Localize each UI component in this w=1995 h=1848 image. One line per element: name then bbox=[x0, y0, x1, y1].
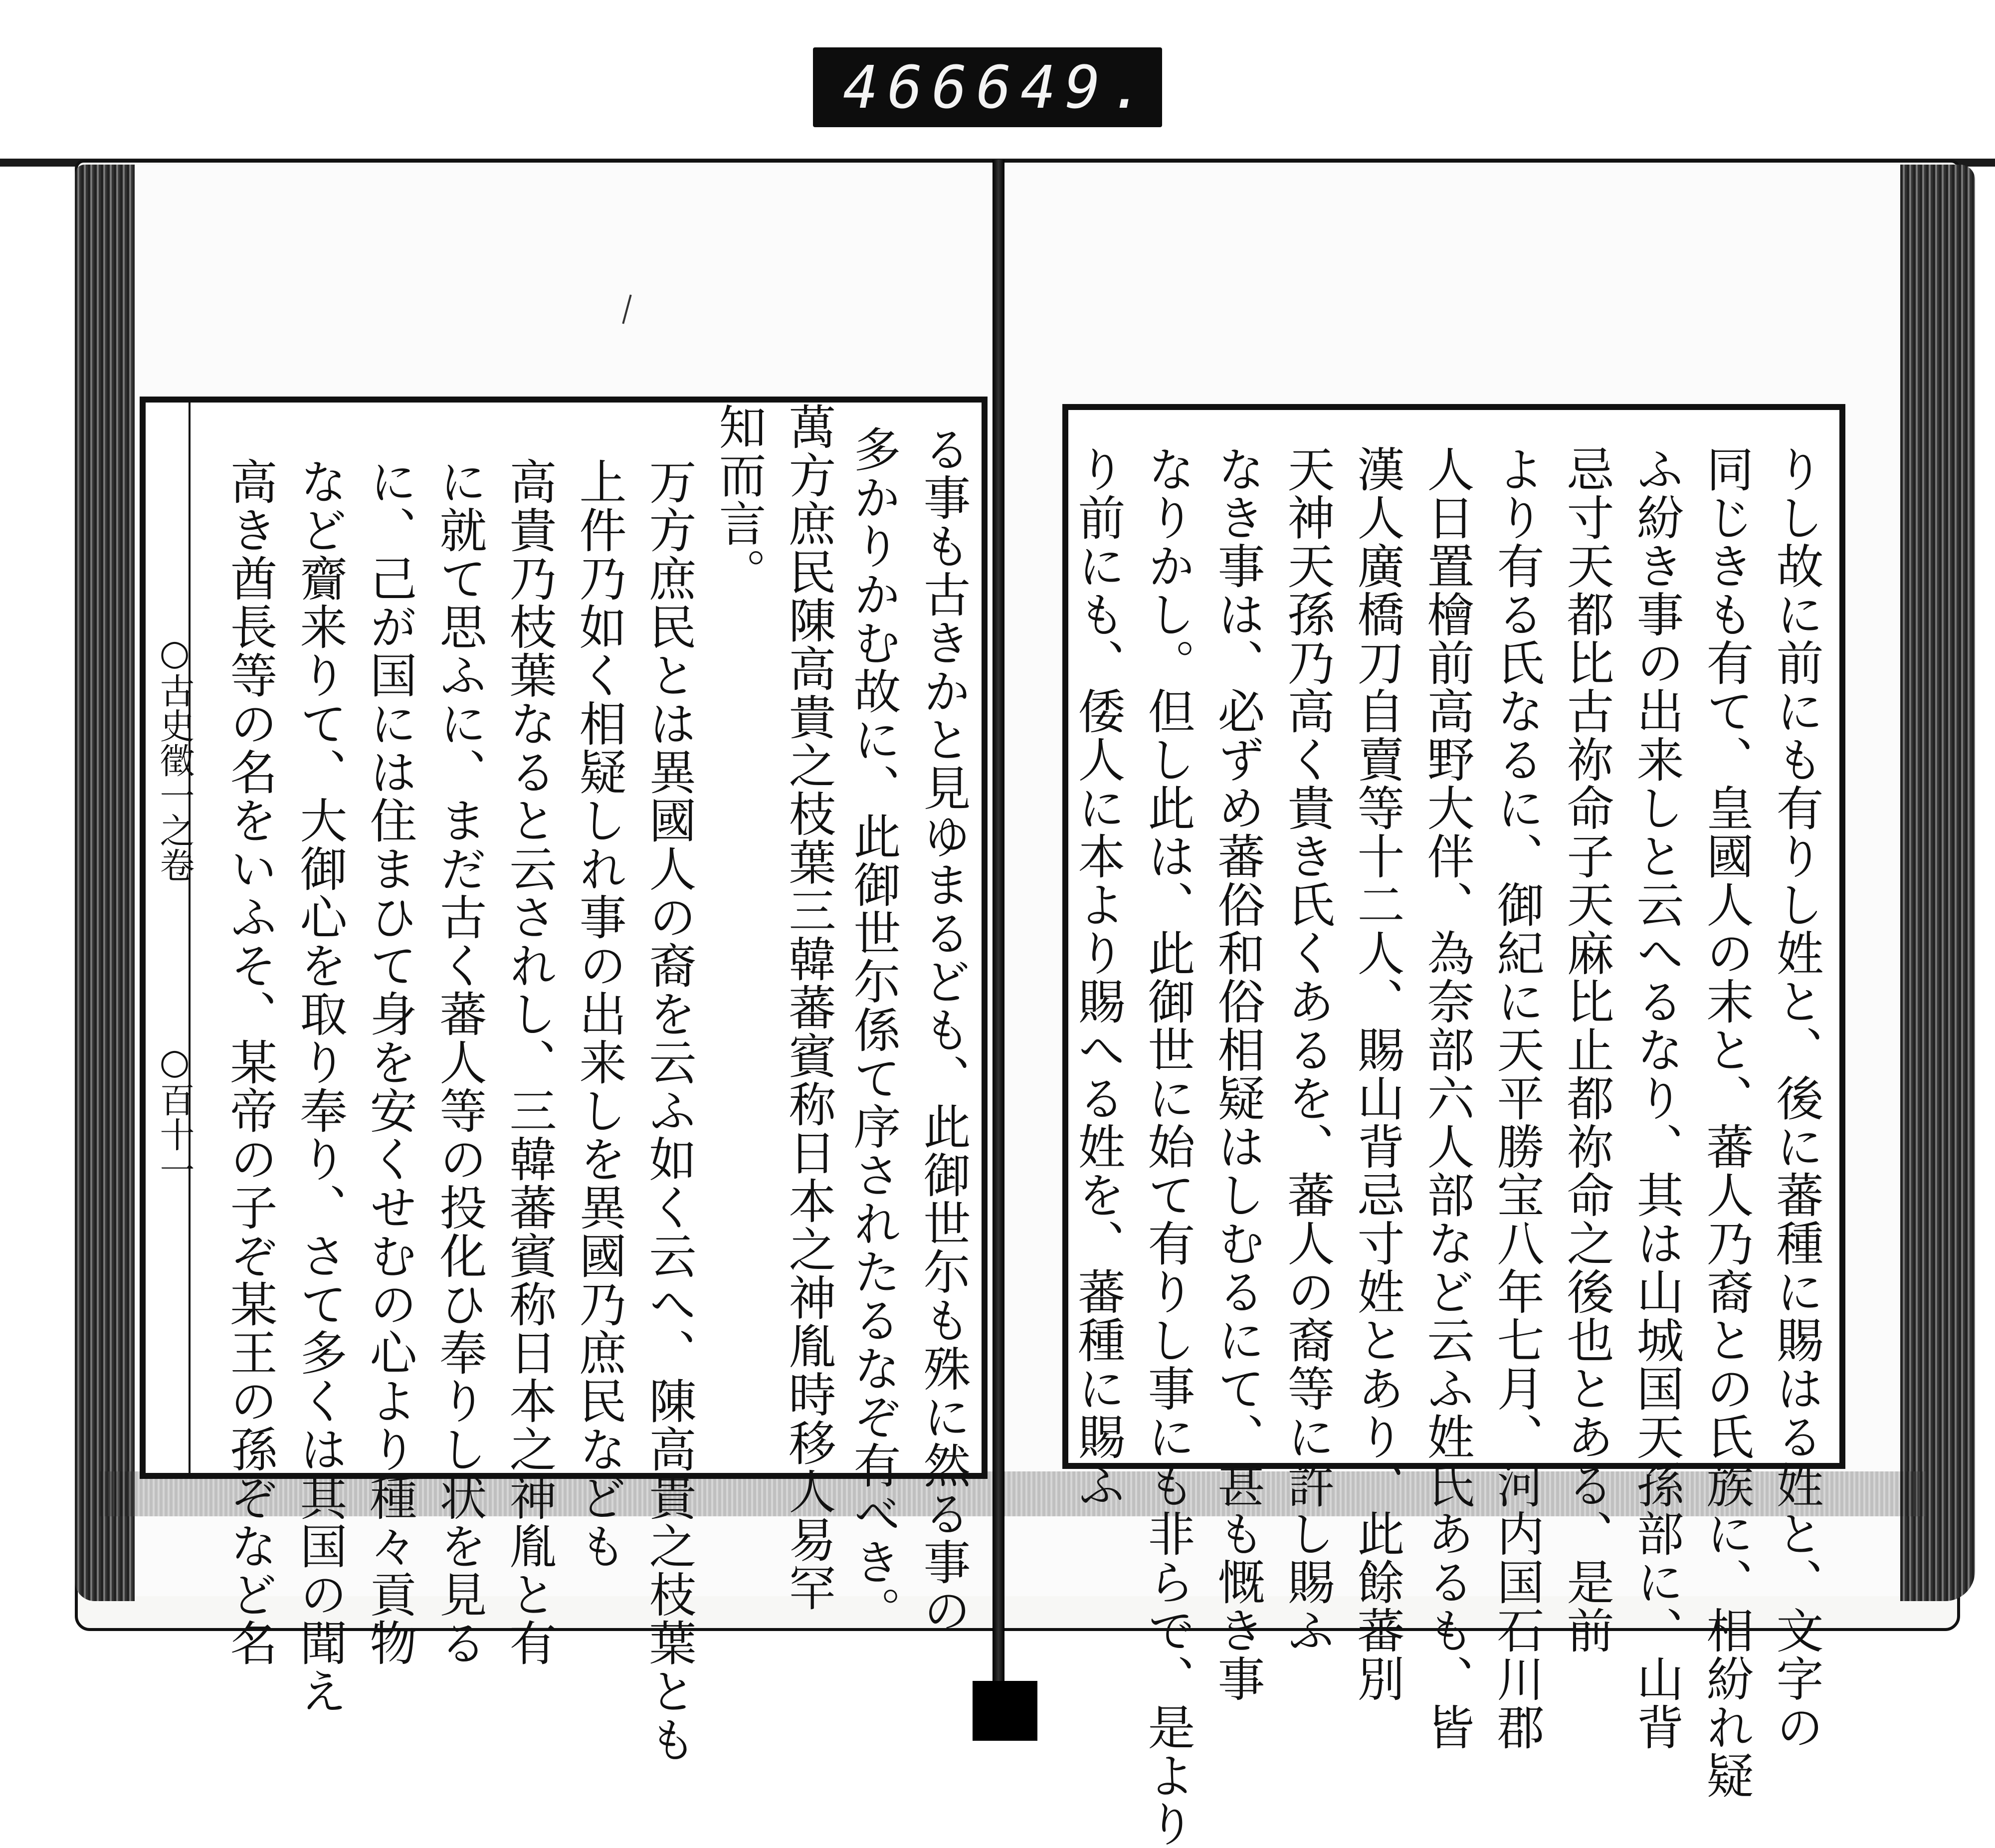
running-title: ○古史徵一之卷 bbox=[154, 632, 195, 882]
text-column: りし故に前にも有りし姓と、後に蕃種に賜はる姓と、文字の bbox=[1769, 445, 1823, 1751]
text-column: 高貴乃枝葉なると云されし、三韓蕃賓称日本之神胤と有 bbox=[502, 457, 557, 1667]
catalogue-number-left: 466 bbox=[843, 53, 977, 122]
text-column: 高き酋長等の名をいふそ、某帝の子ぞ某王の孫ぞなど名 bbox=[222, 457, 277, 1667]
catalogue-label bbox=[813, 47, 1162, 127]
spine-shadow bbox=[973, 1681, 1037, 1741]
text-column: る事も古きかと見ゆまるども、此御世尓も殊に然る事の bbox=[916, 425, 971, 1635]
text-column: 同じきも有て、皇國人の末と、蕃人乃裔との氏族に、相紛れ疑 bbox=[1699, 445, 1754, 1800]
text-column: より有る氏なるに、御紀に天平勝宝八年七月、河内国石川郡 bbox=[1489, 445, 1544, 1751]
book-spine bbox=[993, 160, 1004, 1741]
text-column: に就て思ふに、まだ古く蕃人等の投化ひ奉りし状を見る bbox=[432, 457, 487, 1667]
text-column: 忌寸天都比古祢命子天麻比止都祢命之後也とある、是前 bbox=[1559, 445, 1614, 1654]
right-page-edges bbox=[1900, 165, 1975, 1601]
text-column: など齎来りて、大御心を取り奉り、さて多くは其国の聞え bbox=[292, 457, 347, 1715]
text-column: 多かりかむ故に、此御世尓係て序されたるなぞ有べき。 bbox=[846, 425, 901, 1635]
text-column: 天神天孫乃高く貴き氏くあるを、蕃人の裔等に許し賜ふ bbox=[1280, 445, 1335, 1654]
text-column: り前にも、倭人に本より賜へる姓を、蕃種に賜ふ bbox=[1070, 445, 1125, 1509]
left-text-frame bbox=[140, 397, 988, 1764]
text-column: なき事は、必ずめ蕃俗和俗相疑はしむるにて、甚も慨き事 bbox=[1210, 445, 1265, 1703]
text-column: 上件乃如く相疑しれ事の出来しを異國乃庶民なども bbox=[572, 457, 626, 1570]
text-column: ふ紛き事の出来しと云へるなり、其は山城国天孫部に、山背 bbox=[1629, 445, 1684, 1751]
page-number: ○百十一 bbox=[154, 1041, 195, 1187]
text-column: 漢人廣橋刀自賣等十二人、賜山背忌寸姓とあり、此餘蕃別 bbox=[1350, 445, 1404, 1703]
text-column: 萬方庶民陳高貴之枝葉三韓蕃賓称日本之神胤時移人易罕 bbox=[781, 403, 836, 1612]
text-column: 万方庶民とは異國人の裔を云ふ如く云へ、陳高貴之枝葉とも bbox=[641, 457, 696, 1764]
text-column: なりかし。但し此は、此御世に始て有りし事にも非らで、是より bbox=[1140, 445, 1195, 1848]
text-column: 知而言。 bbox=[711, 403, 766, 596]
text-column: 人日置檜前高野大伴、為奈部六人部など云ふ姓氏あるも、皆 bbox=[1419, 445, 1474, 1751]
left-page-edges bbox=[75, 165, 135, 1601]
catalogue-number-right: 649. bbox=[976, 53, 1154, 122]
right-text-frame bbox=[1062, 404, 1845, 1848]
text-column: に、己が国には住まひて身を安くせむの心より種々貢物 bbox=[362, 457, 417, 1667]
margin-rule bbox=[189, 403, 191, 1473]
